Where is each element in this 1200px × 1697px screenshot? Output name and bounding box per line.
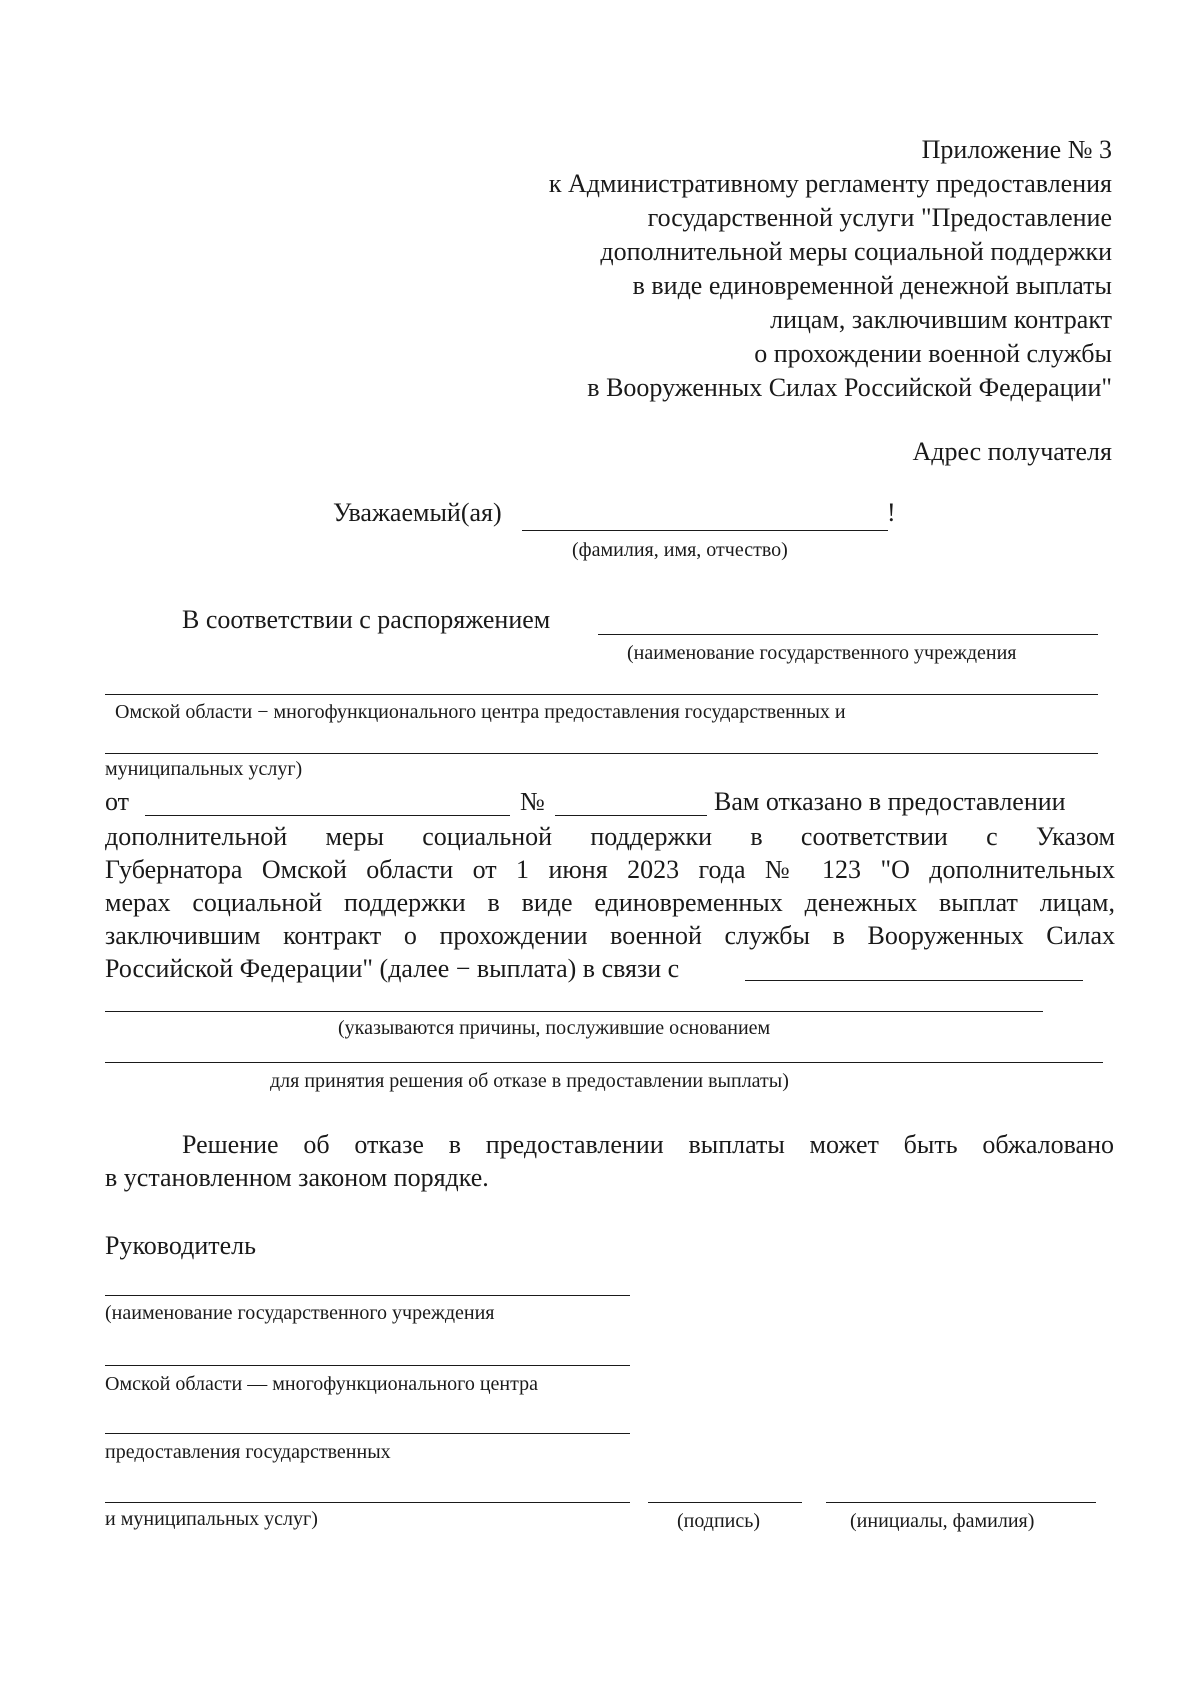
signature-sign-caption: (подпись) [677,1510,761,1532]
signature-name-caption: (инициалы, фамилия) [850,1510,1035,1532]
order-from-label: от [105,787,130,816]
order-caption-1: (наименование государственного учреждения [627,642,1017,664]
appeal-line-1: Решение об отказе в предоставлении выплаты может быть обжаловано [182,1130,1114,1159]
body-line: мерах социальной поддержки в виде единовременных денежных выплат лицам, [105,888,1115,917]
order-institution-line-3 [105,753,1098,754]
order-refusal-tail: Вам отказано в предоставлении [714,787,1066,816]
header-line: о прохождении военной службы [754,339,1112,368]
body-line: дополнительной меры социальной поддержки в соответствии с Указом [105,822,1115,851]
signature-caption-2: Омской области — многофункционального центра [105,1373,538,1395]
signature-sign-line [648,1502,802,1503]
header-line: в Вооруженных Силах Российской Федерации" [587,373,1112,402]
header-line: Приложение № 3 [921,135,1112,164]
body-line: заключившим контракт о прохождении военной службы в Вооруженных Силах [105,921,1115,950]
header-line: дополнительной меры социальной поддержки [600,237,1112,266]
order-number-label: № [520,787,545,816]
signature-institution-line-3 [105,1433,630,1434]
order-institution-line-2 [105,694,1098,695]
signature-institution-line-4 [105,1502,630,1503]
reason-caption-2: для принятия решения об отказе в предоставлении выплаты) [270,1070,789,1092]
signature-institution-line-1 [105,1295,630,1296]
signature-caption-4: и муниципальных услуг) [105,1508,318,1530]
reason-caption-1: (указываются причины, послужившие основанием [338,1017,771,1039]
recipient-address: Адрес получателя [912,437,1112,466]
recipient-name-line [522,530,888,531]
appeal-line-2: в установленном законом порядке. [105,1163,489,1192]
greeting-prefix: Уважаемый(ая) [333,498,502,527]
order-number-line [555,815,707,816]
signature-caption-3: предоставления государственных [105,1441,391,1463]
header-line: в виде единовременной денежной выплаты [632,271,1112,300]
greeting-suffix: ! [887,498,896,527]
recipient-name-caption: (фамилия, имя, отчество) [572,539,788,561]
signature-caption-1: (наименование государственного учреждения [105,1302,495,1324]
order-caption-3: муниципальных услуг) [105,758,303,780]
head-label: Руководитель [105,1231,256,1260]
order-prefix: В соответствии с распоряжением [182,605,551,634]
header-line: лицам, заключившим контракт [770,305,1112,334]
body-line: Губернатора Омской области от 1 июня 2023 года № 123 "О дополнительных [105,855,1115,884]
header-line: к Административному регламенту предоставления [548,169,1112,198]
body-line: Российской Федерации" (далее − выплата) в связи с [105,954,680,983]
reason-line-3 [105,1062,1103,1063]
signature-name-line [826,1502,1096,1503]
appendix-header [549,133,1112,405]
signature-institution-line-2 [105,1365,630,1366]
order-institution-line [598,634,1098,635]
refusal-body [105,820,1115,985]
header-line: государственной услуги "Предоставление [647,203,1112,232]
order-caption-2: Омской области − многофункционального центра предоставления государственных и [115,701,846,723]
reason-line-1 [745,980,1083,981]
reason-line-2 [105,1011,1043,1012]
order-date-line [145,815,510,816]
